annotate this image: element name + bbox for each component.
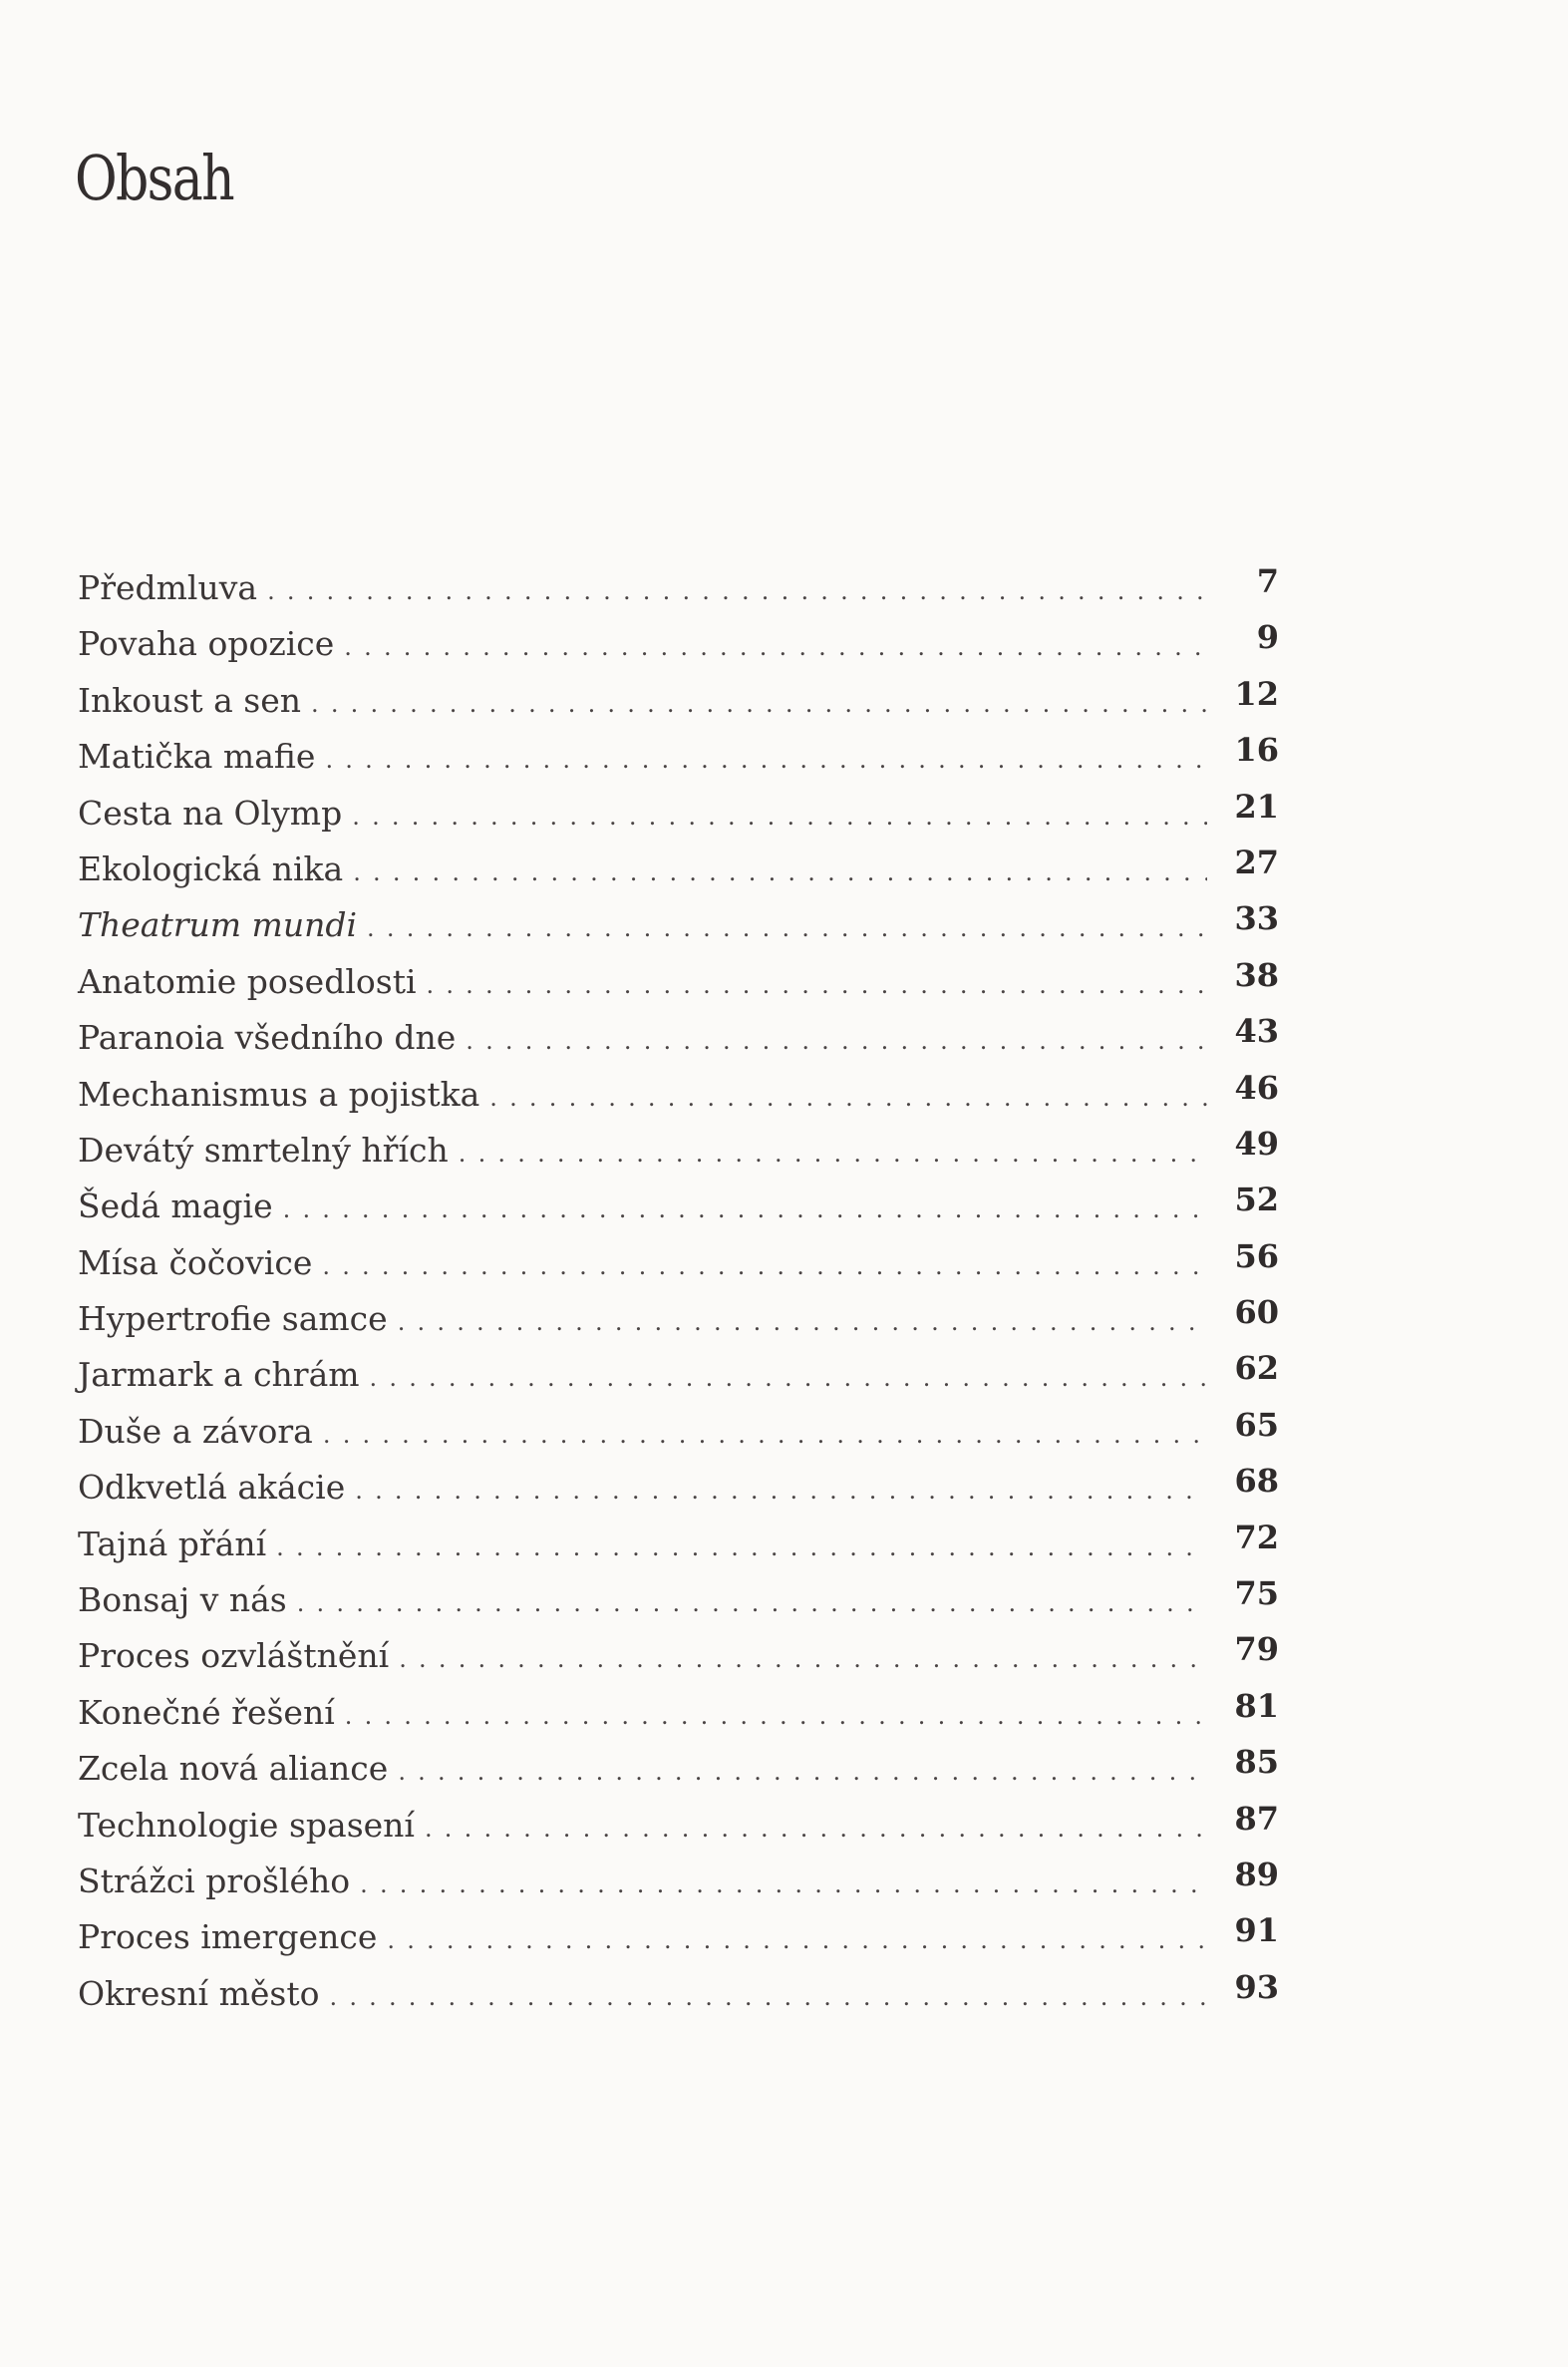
toc-entry-title: Zcela nová aliance [78,1749,389,1789]
toc-entry-title: Devátý smrtelný hřích [78,1130,449,1170]
toc-entry-title: Strážci prošlého [78,1860,351,1900]
toc-entry-page-number: 75 [1234,1574,1279,1613]
toc-entry-page-number: 38 [1234,955,1279,994]
toc-entry-page-number: 33 [1234,899,1279,938]
dot-leader [323,1407,1207,1463]
toc-entry [78,673,1279,729]
dot-leader [352,789,1207,845]
dot-leader [398,1294,1207,1350]
toc-entry-page-number: 62 [1234,1349,1279,1388]
toc-entry-title: Ekologická nika [78,848,344,888]
toc-entry [78,954,1279,1010]
dot-leader [425,1801,1207,1857]
toc-entry-page-number: 89 [1234,1855,1279,1893]
toc-entry [78,1685,1279,1741]
toc-entry-title: Mísa čočovice [78,1242,313,1282]
dot-leader [345,1688,1207,1744]
dot-leader [387,1912,1207,1968]
toc-entry-title: Cesta na Olymp [78,793,343,833]
dot-leader [267,563,1207,619]
dot-leader [399,1631,1207,1687]
toc-entry-page-number: 87 [1234,1799,1279,1838]
toc-entry-title: Hypertrofie samce [78,1299,388,1339]
toc-entry-title: Konečné řešení [78,1692,335,1732]
dot-leader [311,676,1207,732]
toc-entry-page-number: 60 [1234,1293,1279,1332]
toc-entry [78,729,1279,785]
toc-entry [78,1741,1279,1797]
dot-leader [283,1182,1207,1237]
dot-leader [355,1463,1207,1519]
table-of-contents [78,560,1279,2022]
toc-entry-title: Proces imergence [78,1917,378,1957]
toc-entry-page-number: 93 [1234,1967,1279,2006]
page-title: Obsah [75,142,233,214]
dot-leader [360,1857,1207,1912]
toc-entry [78,1909,1279,1965]
toc-entry-title: Proces ozvláštnění [78,1636,390,1676]
toc-entry [78,1291,1279,1347]
toc-entry-page-number: 27 [1234,843,1279,881]
toc-entry [78,786,1279,842]
toc-entry [78,1798,1279,1854]
toc-entry [78,1235,1279,1291]
dot-leader [297,1575,1207,1631]
dot-leader [325,732,1207,788]
toc-entry [78,1517,1279,1572]
toc-entry [78,1460,1279,1516]
toc-entry-title: Matička mafie [78,737,316,777]
dot-leader [344,619,1207,675]
toc-entry-page-number: 21 [1234,787,1279,826]
toc-entry [78,1572,1279,1628]
toc-entry-page-number: 7 [1256,562,1279,600]
toc-entry-title: Odkvetlá akácie [78,1468,346,1508]
toc-entry-title: Theatrum mundi [78,905,358,945]
toc-entry-page-number: 16 [1234,731,1279,770]
dot-leader [276,1520,1207,1575]
toc-entry-title: Technologie spasení [78,1805,415,1845]
toc-entry-title: Inkoust a sen [78,680,301,720]
dot-leader [322,1238,1207,1294]
dot-leader [353,845,1207,900]
dot-leader [489,1070,1207,1126]
toc-entry-title: Tajná přání [78,1523,267,1563]
toc-entry-page-number: 56 [1234,1236,1279,1275]
toc-entry [78,616,1279,672]
toc-entry-title: Povaha opozice [78,624,335,664]
toc-entry-page-number: 68 [1234,1462,1279,1501]
toc-entry-page-number: 9 [1256,618,1279,657]
toc-entry [78,1123,1279,1179]
toc-entry-page-number: 85 [1234,1743,1279,1782]
toc-entry-title: Předmluva [78,568,258,607]
toc-entry-title: Paranoia všedního dne [78,1018,457,1058]
toc-entry-title: Bonsaj v nás [78,1580,287,1620]
toc-entry [78,1347,1279,1403]
toc-entry-page-number: 72 [1234,1518,1279,1556]
toc-entry-page-number: 52 [1234,1181,1279,1219]
toc-entry-page-number: 46 [1234,1068,1279,1107]
toc-entry [78,897,1279,953]
toc-entry-title: Okresní město [78,1973,320,2013]
toc-entry-title: Jarmark a chrám [78,1355,360,1395]
dot-leader [427,957,1207,1013]
toc-entry [78,842,1279,897]
dot-leader [370,1350,1207,1406]
toc-entry [78,1179,1279,1234]
dot-leader [329,1969,1207,2025]
toc-entry [78,1010,1279,1066]
dot-leader [466,1013,1207,1069]
toc-entry [78,1628,1279,1684]
toc-entry-title: Mechanismus a pojistka [78,1074,480,1114]
dot-leader [398,1744,1207,1800]
toc-entry-page-number: 49 [1234,1124,1279,1163]
toc-entry-title: Duše a závora [78,1411,313,1451]
toc-entry [78,1854,1279,1909]
toc-entry [78,560,1279,616]
toc-entry-page-number: 91 [1234,1911,1279,1950]
toc-entry [78,1067,1279,1123]
dot-leader [367,900,1207,956]
toc-entry [78,1966,1279,2022]
toc-entry-page-number: 43 [1234,1012,1279,1051]
toc-entry-title: Anatomie posedlosti [78,961,417,1001]
toc-entry-page-number: 79 [1234,1630,1279,1669]
toc-entry [78,1404,1279,1460]
toc-entry-title: Šedá magie [78,1186,273,1226]
toc-entry-page-number: 12 [1234,674,1279,713]
dot-leader [459,1126,1207,1182]
toc-entry-page-number: 81 [1234,1686,1279,1725]
toc-entry-page-number: 65 [1234,1405,1279,1444]
